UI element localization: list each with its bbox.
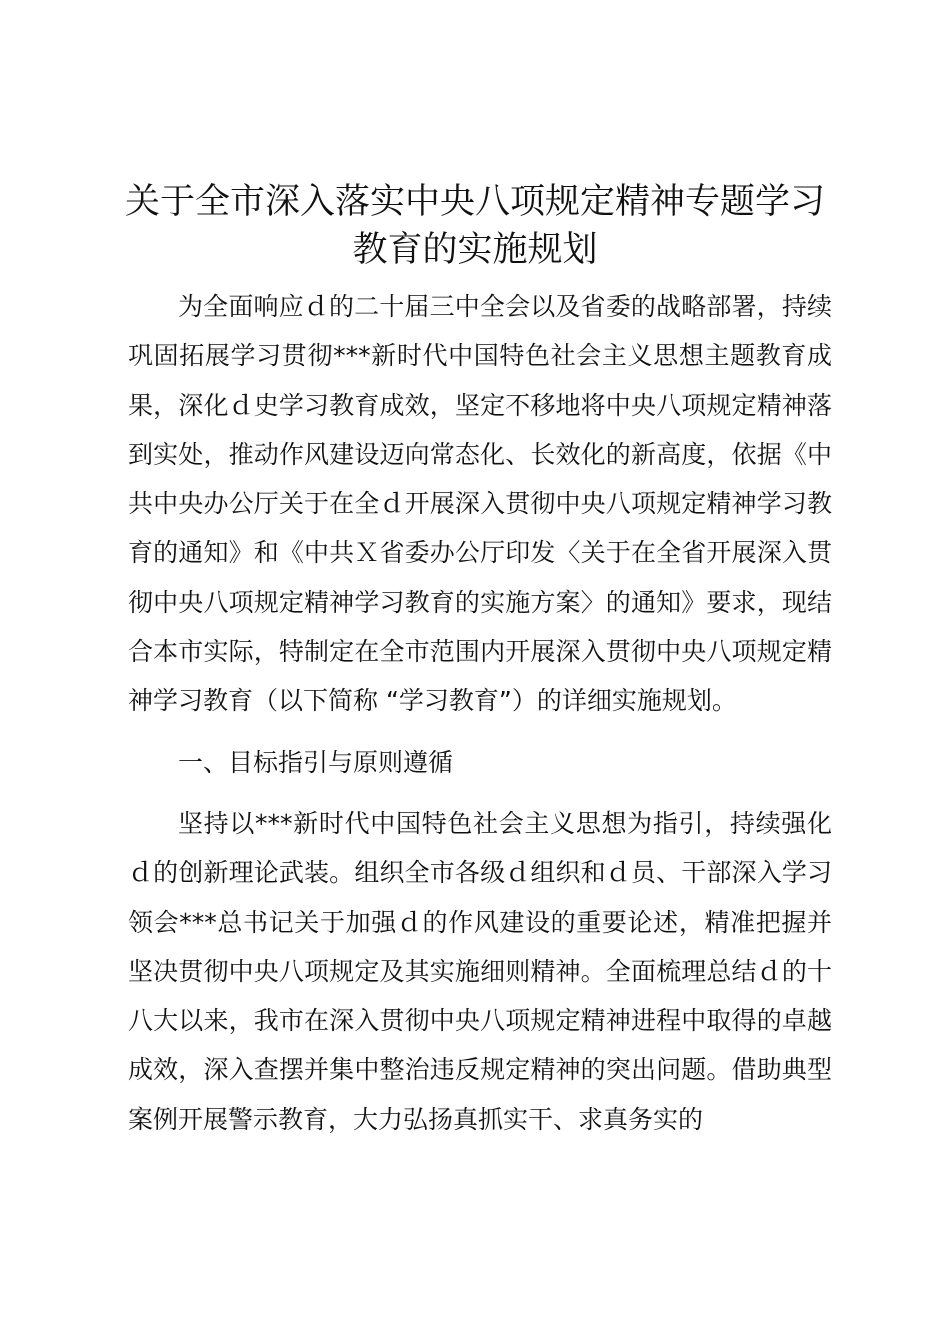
section-paragraph: 坚持以***新时代中国特色社会主义思想为指引，持续强化ｄ的创新理论武装。组织全市各级ｄ组织和ｄ员、干部深入学习领会***总书记关于加强ｄ的作风建设的重要论述，精准把握并坚决贯彻中央八项规定及其实施细则精神。全面梳理总结ｄ的十八大以来，我市在深入贯彻中央八项规定精神进程中取得的卓越成效，深入查摆并集中整治违反规定精神的突出问题。借助典型案例开展警示教育，大力弘扬真抓实干、求真务实的 [128, 808, 832, 1134]
document-title: 关于全市深入落实中央八项规定精神专题学习教育的实施规划 [124, 182, 825, 270]
intro-paragraph: 为全面响应ｄ的二十届三中全会以及省委的战略部署，持续巩固拓展学习贯彻***新时代中国特色社会主义思想主题教育成果，深化ｄ史学习教育成效，坚定不移地将中央八项规定精神落到实处，推动作风建设迈向常态化、长效化的新高度，依据《中共中央办公厅关于在全ｄ开展深入贯彻中央八项规定精神学习教育的通知》和《中共Ｘ省委办公厅印发〈关于在全省开展深入贯彻中央八项规定精神学习教育的实施方案〉的通知》要求，现结合本市实际，特制定在全市范围内开展深入贯彻中央八项规定精神学习教育（以下简称 “学习教育”）的详细实施规划。 [128, 292, 832, 716]
section-heading: 一、目标指引与原则遵循 [178, 747, 454, 777]
document-body [128, 282, 832, 1144]
